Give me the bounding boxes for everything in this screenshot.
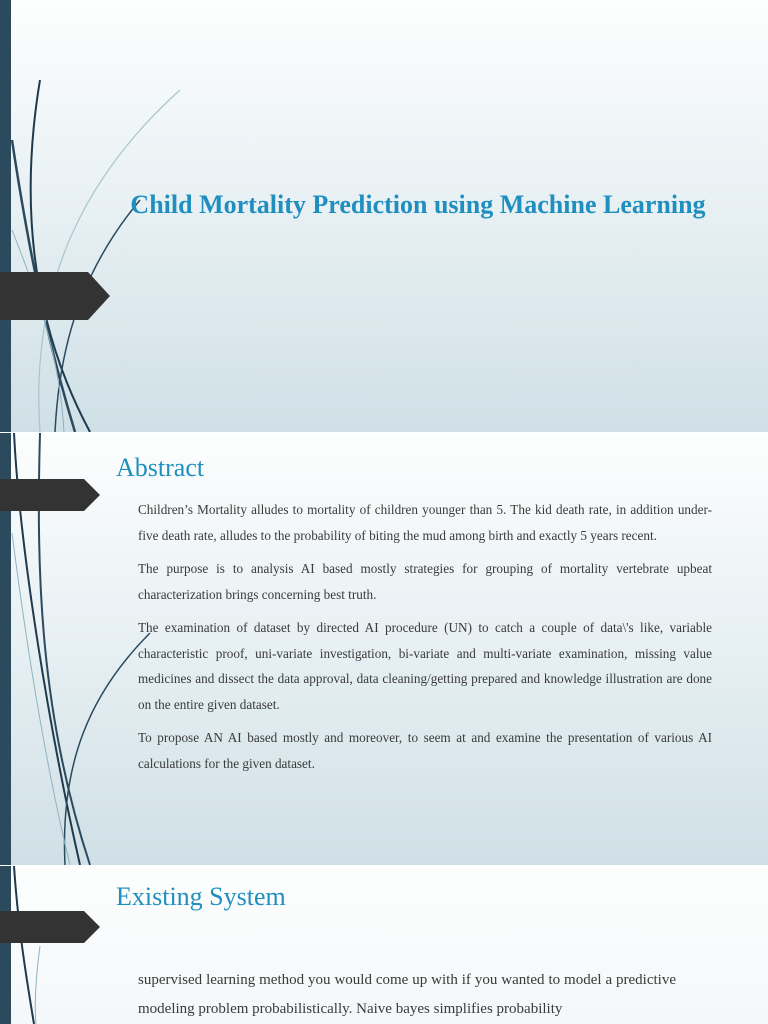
bullet-text: supervised learning method you would come up with if you wanted to model a predictive modeling problem probabilistically. Naive bayes simplifies probability <box>138 972 676 1017</box>
list-item <box>116 725 712 776</box>
bullet-text: To propose AN AI based mostly and moreover, to seem at and examine the presentation of various AI calculations for the given dataset. <box>138 730 712 771</box>
bullet-text: The examination of dataset by directed AI procedure (UN) to catch a couple of data\'s like, variable characteristic proof, uni-variate investigation, bi-variate and multi-variate examination, missing value medicines and dissect the data approval, data cleaning/getting prepared and knowledge illustration are done on the entire given dataset. <box>138 620 712 712</box>
decorative-swirl <box>0 866 120 1024</box>
bullet-text: The purpose is to analysis AI based mostly strategies for grouping of mortality vertebrate upbeat characterization brings concerning best truth. <box>138 561 712 602</box>
presentation-title: Child Mortality Prediction using Machine Learning <box>130 190 706 219</box>
section-heading: Existing System <box>116 882 286 911</box>
existing-system-slide <box>0 866 768 1024</box>
decorative-arrow-tab <box>0 911 100 943</box>
list-item <box>116 497 712 548</box>
abstract-slide <box>0 433 768 865</box>
bullet-text: Children’s Mortality alludes to mortality of children younger than 5. The kid death rate, in addition under-five death rate, alludes to the probability of biting the mud among birth and exactly 5 years recent. <box>138 502 712 543</box>
list-item <box>116 615 712 717</box>
decorative-arrow-tab <box>0 479 100 511</box>
decorative-arrow-tab <box>0 272 110 320</box>
list-item <box>116 966 676 1024</box>
section-heading: Abstract <box>116 453 205 482</box>
list-item <box>116 556 712 607</box>
abstract-bullet-list <box>116 497 712 784</box>
existing-system-bullet-list <box>116 966 676 1024</box>
title-slide <box>0 0 768 432</box>
